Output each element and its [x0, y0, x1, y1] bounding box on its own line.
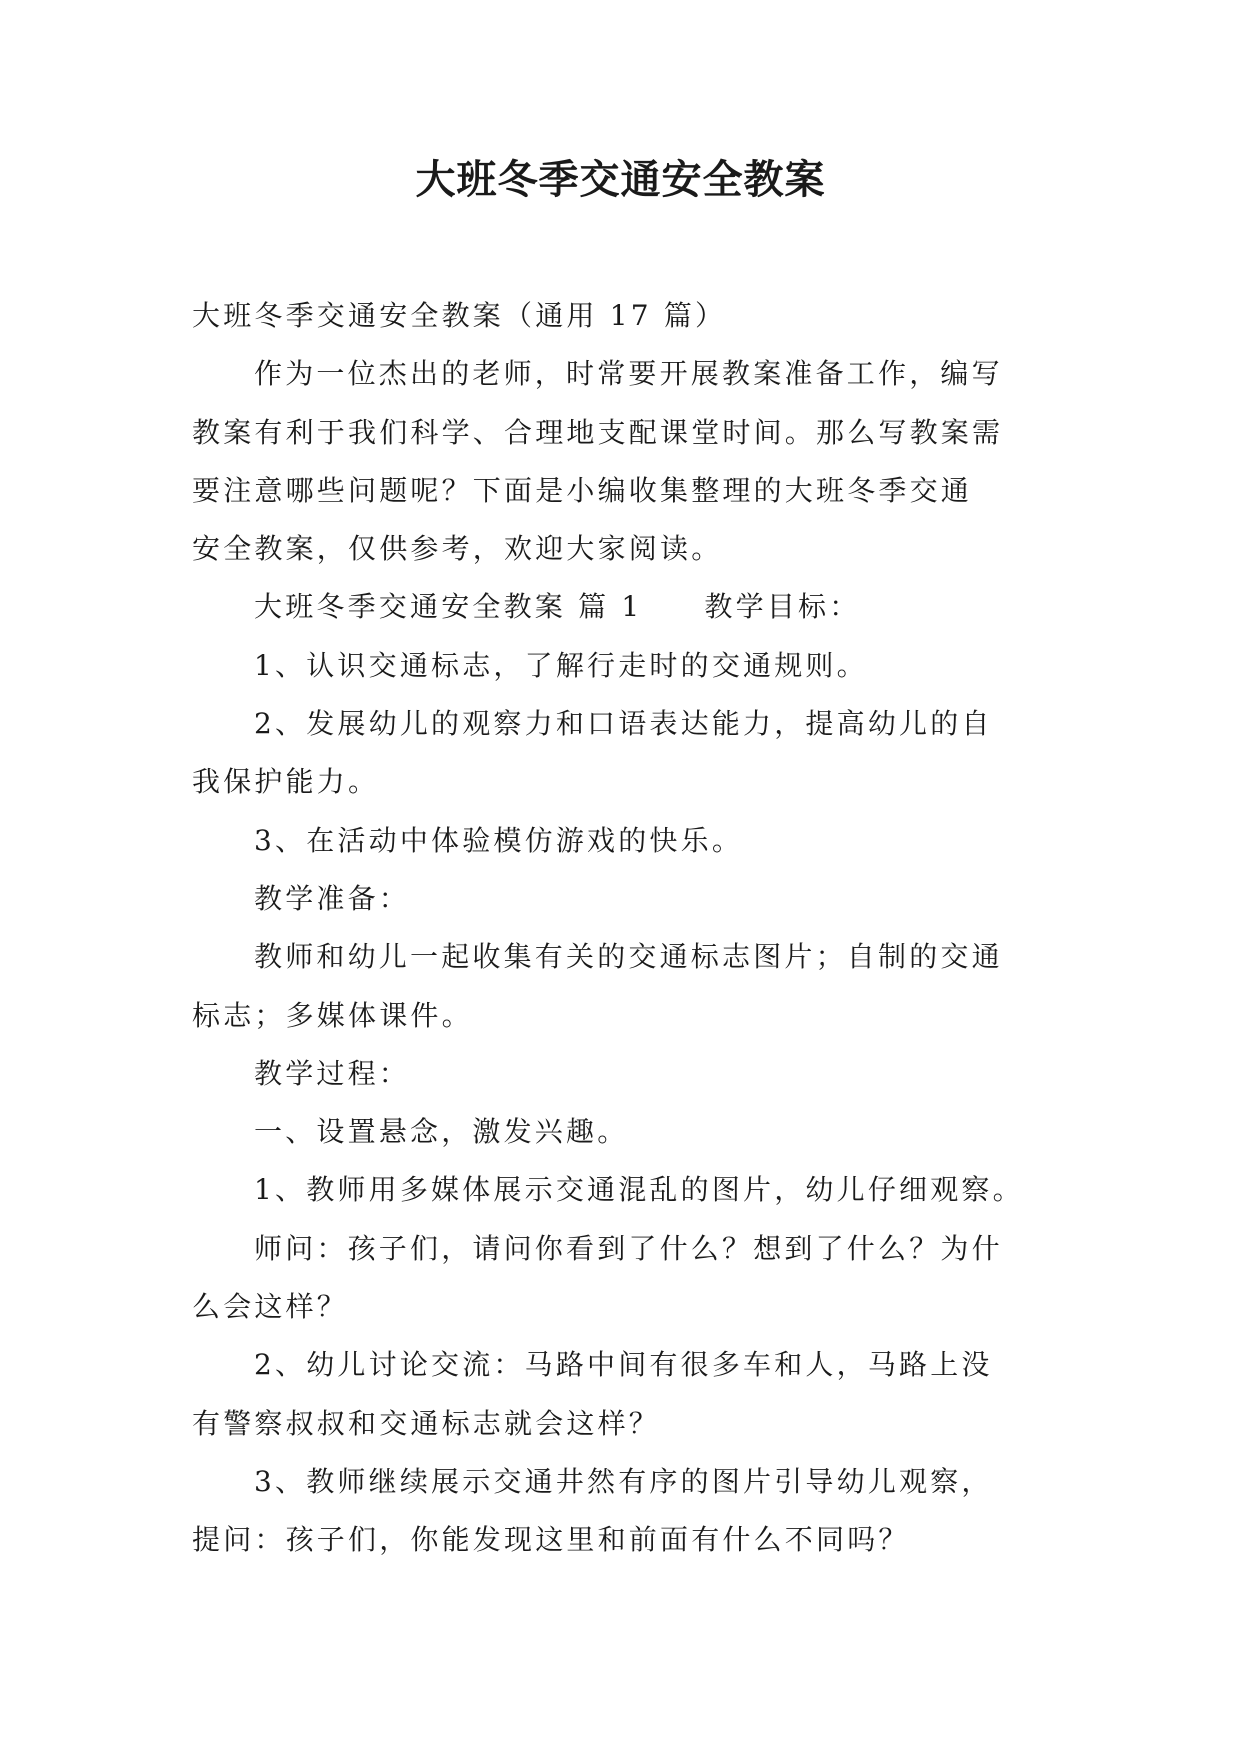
goal-item-2-line-2: 我保护能力。: [192, 765, 380, 799]
goals-label: 教学目标：: [704, 590, 861, 624]
document-subtitle: 大班冬季交通安全教案（通用 17 篇）: [192, 299, 727, 332]
step-item-2-line-2: 有警察叔叔和交通标志就会这样？: [192, 1406, 661, 1440]
intro-line-2: 教案有利于我们科学、合理地支配课堂时间。那么写教案需: [192, 415, 1004, 449]
step-item-3-line-1: 3、教师继续展示交通井然有序的图片引导幼儿观察，: [254, 1464, 993, 1498]
step-heading: 一、设置悬念，激发兴趣。: [254, 1115, 629, 1149]
intro-line-4: 安全教案，仅供参考，欢迎大家阅读。: [192, 532, 723, 566]
prep-line-2: 标志；多媒体课件。: [192, 998, 473, 1032]
goal-item-1: 1、认识交通标志，了解行走时的交通规则。: [254, 648, 868, 682]
step-item-1: 1、教师用多媒体展示交通混乱的图片，幼儿仔细观察。: [254, 1173, 1024, 1207]
question-line-2: 么会这样？: [192, 1290, 349, 1324]
step-item-2-line-1: 2、幼儿讨论交流：马路中间有很多车和人，马路上没: [254, 1348, 993, 1382]
document-body: [192, 287, 1052, 1570]
section-heading: 大班冬季交通安全教案 篇 1: [254, 590, 643, 624]
goal-item-3: 3、在活动中体验模仿游戏的快乐。: [254, 823, 744, 857]
prep-line-1: 教师和幼儿一起收集有关的交通标志图片；自制的交通: [254, 940, 1003, 974]
prep-label: 教学准备：: [254, 881, 411, 915]
document-title: 大班冬季交通安全教案: [415, 157, 826, 203]
intro-line-1: 作为一位杰出的老师，时常要开展教案准备工作，编写: [254, 357, 1003, 391]
process-label: 教学过程：: [254, 1056, 411, 1090]
goal-item-2-line-1: 2、发展幼儿的观察力和口语表达能力，提高幼儿的自: [254, 707, 993, 741]
intro-line-3: 要注意哪些问题呢？下面是小编收集整理的大班冬季交通: [192, 473, 973, 507]
section-heading-line: [192, 578, 1052, 636]
question-line-1: 师问：孩子们，请问你看到了什么？想到了什么？为什: [254, 1231, 1003, 1265]
step-item-3-line-2: 提问：孩子们，你能发现这里和前面有什么不同吗？: [192, 1523, 910, 1557]
